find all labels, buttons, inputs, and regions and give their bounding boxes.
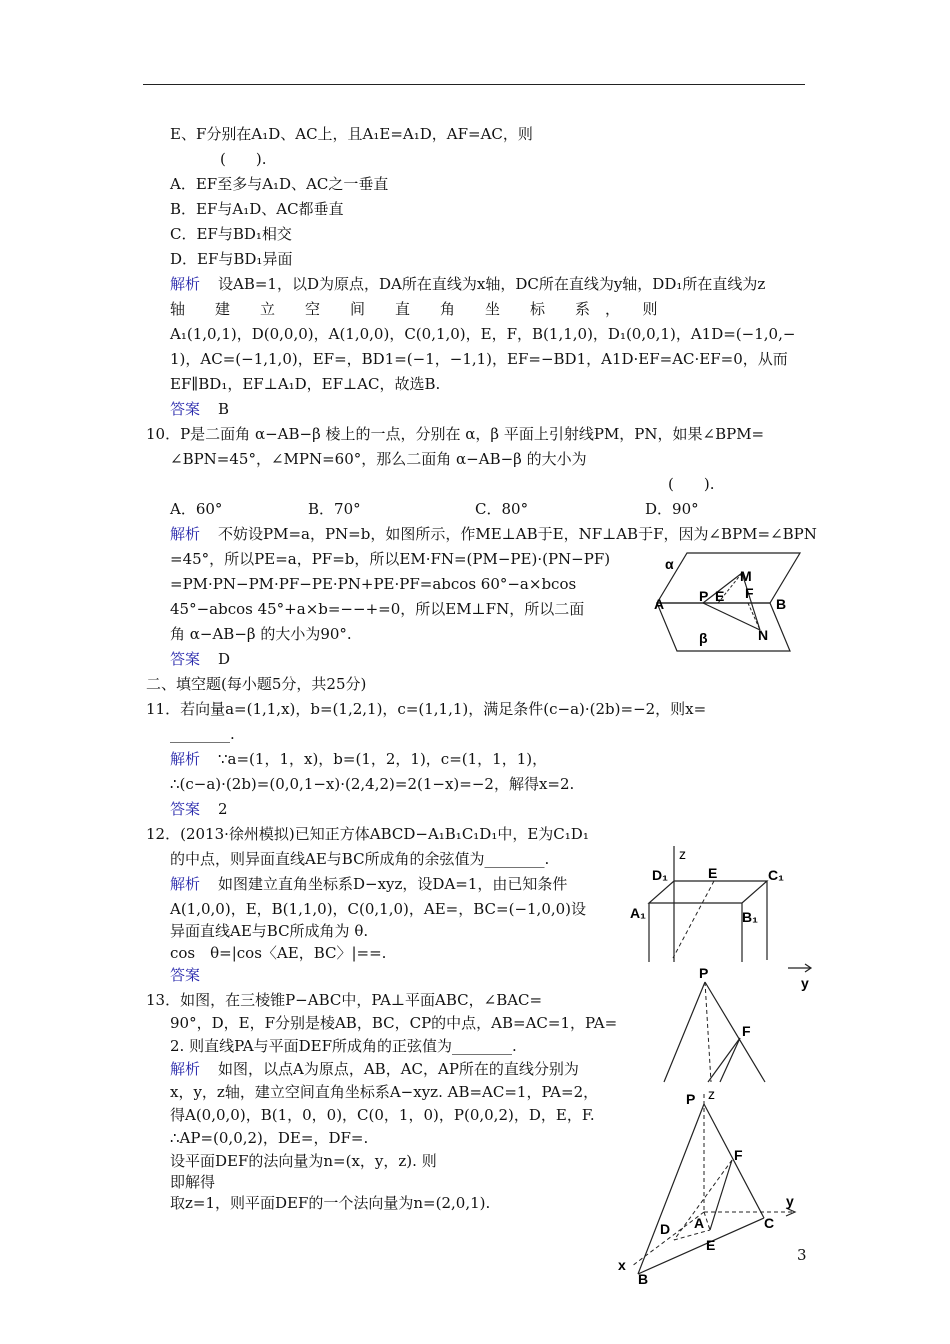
q11-answer: 2 xyxy=(218,800,228,818)
fig10-label-p: P xyxy=(699,588,709,604)
q13-analysis-line-6: 即解得 xyxy=(170,1173,216,1191)
q9-analysis-line-1: 设AB=1，以D为原点，DA所在直线为x轴，DC所在直线为y轴，DD₁所在直线为z xyxy=(218,275,766,293)
fig13b-label-f: F xyxy=(734,1147,743,1163)
q12-analysis-label: 解析 xyxy=(170,875,201,893)
fig13b-label-a: A xyxy=(694,1215,705,1231)
q9-option-d: D．EF与BD₁异面 xyxy=(170,250,293,268)
q13-analysis-line-4: ∴AP=(0,0,2)，DE=，DF=. xyxy=(170,1129,369,1147)
q11-analysis-line-1: ∵a=(1，1，x)，b=(1，2，1)，c=(1，1，1)， xyxy=(218,750,548,768)
q13-analysis-label: 解析 xyxy=(170,1060,201,1078)
fig10-label-e: E xyxy=(715,588,725,604)
fig12-label-d1: D₁ xyxy=(652,867,668,883)
fig12-label-y: y xyxy=(801,975,809,991)
page-number: 3 xyxy=(797,1246,807,1264)
fig13b-label-p: P xyxy=(686,1091,696,1107)
fig12-label-b1: B₁ xyxy=(742,909,758,925)
fig10-label-n: N xyxy=(758,627,769,643)
q13-stem-line-1: 13．如图，在三棱锥P−ABC中，PA⊥平面ABC，∠BAC= xyxy=(146,991,543,1009)
q9-option-b: B．EF与A₁D、AC都垂直 xyxy=(170,200,344,218)
q13-stem-line-3: 2. 则直线PA与平面DEF所成角的正弦值为________. xyxy=(170,1037,517,1055)
q10-option-a: A．60° xyxy=(170,500,223,518)
q13-analysis-line-1: 如图，以点A为原点，AB，AC，AP所在的直线分别为 xyxy=(218,1060,579,1078)
q10-analysis-line-5: 角 α−AB−β 的大小为90°. xyxy=(170,625,352,643)
q12-analysis-line-3: 异面直线AE与BC所成角为 θ. xyxy=(170,922,369,940)
fig12-label-c1: C₁ xyxy=(768,867,784,883)
fig10-label-alpha: α xyxy=(665,556,674,572)
q11-blank: ________. xyxy=(170,725,235,743)
header-rule xyxy=(143,84,805,85)
fig13b-label-e: E xyxy=(706,1237,716,1253)
fig13b-label-y: y xyxy=(786,1193,794,1209)
q12-answer-label: 答案 xyxy=(170,966,201,984)
q9-analysis-line-4: 1)，AC=(−1,1,0)，EF=，BD1=(−1，−1,1)，EF=−BD1，A1D·EF=AC·EF=0，从而 xyxy=(170,350,788,368)
pyramid-figure-partial xyxy=(660,965,780,1088)
q10-analysis-label: 解析 xyxy=(170,525,201,543)
fig13b-label-c: C xyxy=(764,1215,775,1231)
fig13b-label-z: z xyxy=(708,1086,715,1102)
q13-analysis-line-7: 取z=1，则平面DEF的一个法向量为n=(2,0,1). xyxy=(170,1194,491,1212)
q10-stem-line-1: 10．P是二面角 α−AB−β 棱上的一点，分别在 α，β 平面上引射线PM，PN，如果∠BPM= xyxy=(146,425,765,443)
q10-paren: ( ). xyxy=(668,475,715,493)
q10-answer: D xyxy=(218,650,231,668)
q9-answer-label: 答案 xyxy=(170,400,201,418)
fig13b-label-b: B xyxy=(638,1271,649,1287)
q13-analysis-line-3: 得A(0,0,0)，B(1，0，0)，C(0，1，0)，P(0,0,2)，D，E，F. xyxy=(170,1106,595,1124)
q9-option-c: C．EF与BD₁相交 xyxy=(170,225,292,243)
fig13b-label-d: D xyxy=(660,1221,671,1237)
q10-answer-label: 答案 xyxy=(170,650,201,668)
q13-analysis-line-5: 设平面DEF的法向量为n=(x，y，z). 则 xyxy=(170,1152,437,1170)
pyramid-coordinate-figure xyxy=(614,1086,804,1287)
q10-analysis-line-2: =45°，所以PE=a，PF=b，所以EM·FN=(PM−PE)·(PN−PF) xyxy=(170,550,611,568)
q11-analysis-line-2: ∴(c−a)·(2b)=(0,0,1−x)·(2,4,2)=2(1−x)=−2，解得x=2. xyxy=(170,775,575,793)
q12-analysis-line-2: A(1,0,0)，E，B(1,1,0)，C(0,1,0)，AE=，BC=(−1,0,0)设 xyxy=(170,900,587,918)
q10-stem-line-2: ∠BPN=45°，∠MPN=60°，那么二面角 α−AB−β 的大小为 xyxy=(170,450,587,468)
fig13a-label-p: P xyxy=(699,965,709,981)
q12-stem-line-1: 12．(2013·徐州模拟)已知正方体ABCD−A₁B₁C₁D₁中，E为C₁D₁ xyxy=(146,825,589,843)
fig10-label-m: M xyxy=(740,568,752,584)
dihedral-angle-figure xyxy=(652,548,802,658)
q10-analysis-line-1: 不妨设PM=a，PN=b，如图所示，作ME⊥AB于E，NF⊥AB于F，因为∠BPM=∠BPN xyxy=(218,525,817,543)
q9-analysis-line-5: EF∥BD₁，EF⊥A₁D，EF⊥AC，故选B. xyxy=(170,375,441,393)
q11-stem: 11．若向量a=(1,1,x)，b=(1,2,1)，c=(1,1,1)，满足条件(c−a)·(2b)=−2，则x= xyxy=(146,700,707,718)
q9-analysis-label: 解析 xyxy=(170,275,201,293)
q9-stem: E、F分别在A₁D、AC上，且A₁E=A₁D，AF=AC，则 xyxy=(170,125,533,143)
q13-analysis-line-2: x，y，z轴，建立空间直角坐标系A−xyz. AB=AC=1，PA=2， xyxy=(170,1083,599,1101)
q12-analysis-line-4: cos θ=|cos〈AE，BC〉|==. xyxy=(170,944,387,962)
q10-option-d: D．90° xyxy=(645,500,699,518)
q9-analysis-line-3: A₁(1,0,1)，D(0,0,0)，A(1,0,0)，C(0,1,0)，E，F，B(1,1,0)，D₁(0,0,1)，A1D=(−1,0,− xyxy=(170,325,796,343)
q13-stem-line-2: 90°，D，E，F分别是棱AB，BC，CP的中点，AB=AC=1，PA= xyxy=(170,1014,618,1032)
q9-paren: ( ). xyxy=(220,150,267,168)
fig13b-label-x: x xyxy=(618,1257,626,1273)
q10-option-b: B．70° xyxy=(308,500,361,518)
fig12-label-a1: A₁ xyxy=(630,905,646,921)
section-title: 二、填空题(每小题5分，共25分) xyxy=(146,675,367,693)
fig10-label-b: B xyxy=(776,596,787,612)
q9-analysis-line-2: 轴 建 立 空 间 直 角 坐 标 系 ， 则 xyxy=(170,300,658,318)
q11-analysis-label: 解析 xyxy=(170,750,201,768)
q12-analysis-line-1: 如图建立直角坐标系D−xyz，设DA=1，由已知条件 xyxy=(218,875,568,893)
q10-analysis-line-3: =PM·PN−PM·PF−PE·PN+PE·PF=abcos 60°−a×bcos xyxy=(170,575,577,593)
q10-option-c: C．80° xyxy=(475,500,529,518)
fig13a-label-f: F xyxy=(742,1023,751,1039)
q12-stem-line-2: 的中点，则异面直线AE与BC所成角的余弦值为________. xyxy=(170,850,550,868)
fig10-label-a: A xyxy=(654,596,665,612)
q9-option-a: A．EF至多与A₁D、AC之一垂直 xyxy=(170,175,389,193)
q9-answer: B xyxy=(218,400,230,418)
fig12-label-e: E xyxy=(708,865,718,881)
q10-analysis-line-4: 45°−abcos 45°+a×b=−−+=0，所以EM⊥FN，所以二面 xyxy=(170,600,585,618)
q11-answer-label: 答案 xyxy=(170,800,201,818)
fig12-label-z: z xyxy=(679,846,686,862)
fig10-label-beta: β xyxy=(699,630,708,646)
fig10-label-f: F xyxy=(745,585,754,601)
